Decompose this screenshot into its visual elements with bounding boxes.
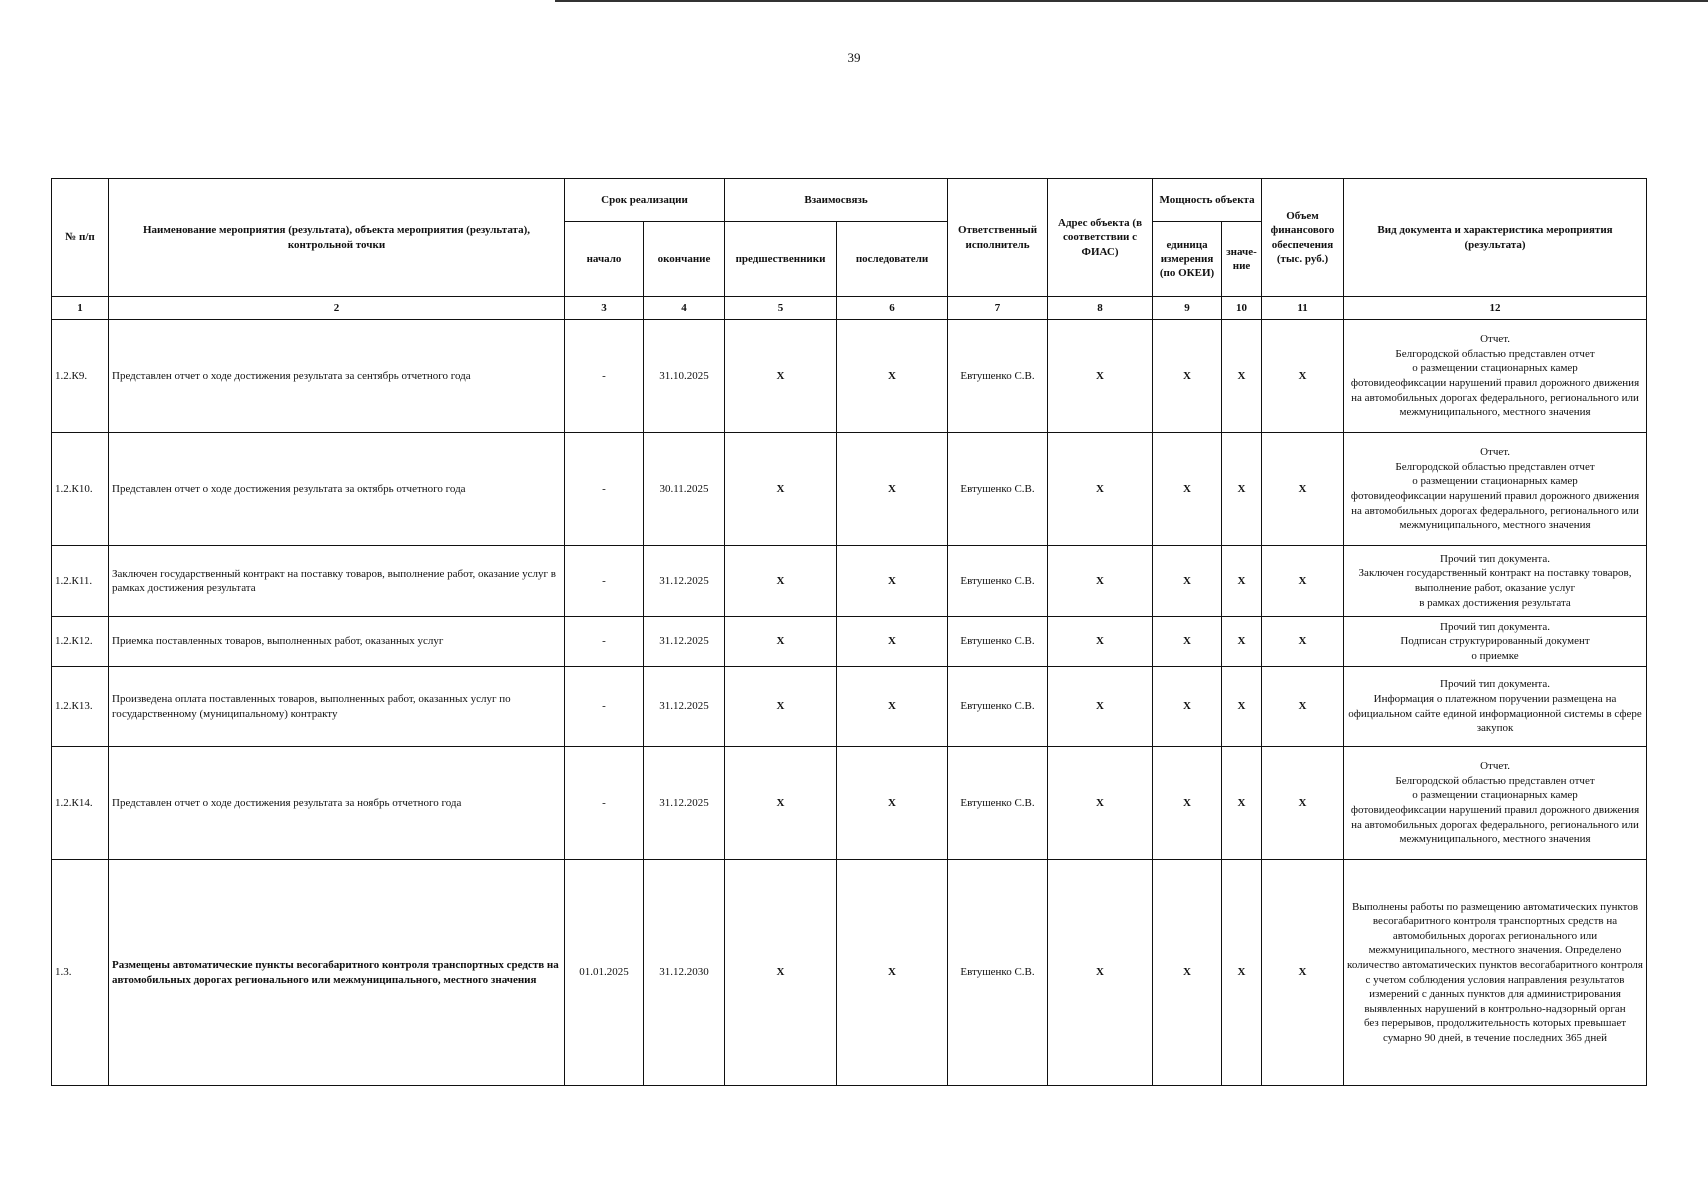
- row-unit: X: [1153, 617, 1222, 667]
- col-number: 5: [725, 297, 837, 320]
- page-number: 39: [847, 50, 861, 65]
- header-value: значе-ние: [1222, 222, 1262, 297]
- header-predecessors: предшественники: [725, 222, 837, 297]
- row-value: X: [1222, 546, 1262, 617]
- header-capacity: Мощность объекта: [1153, 179, 1262, 222]
- row-address: X: [1048, 617, 1153, 667]
- row-succ: X: [837, 320, 948, 433]
- row-address: X: [1048, 546, 1153, 617]
- row-name: Представлен отчет о ходе достижения результата за сентябрь отчетного года: [109, 320, 565, 433]
- row-pred: X: [725, 667, 837, 747]
- row-start: -: [565, 546, 644, 617]
- row-value: X: [1222, 747, 1262, 860]
- row-end: 31.12.2025: [644, 546, 725, 617]
- row-end: 30.11.2025: [644, 433, 725, 546]
- header-name: Наименование мероприятия (результата), объекта мероприятия (результата), контрольной точки: [109, 179, 565, 297]
- row-unit: X: [1153, 860, 1222, 1086]
- col-number: 7: [948, 297, 1048, 320]
- row-address: X: [1048, 860, 1153, 1086]
- row-end: 31.12.2030: [644, 860, 725, 1086]
- row-finance: X: [1262, 860, 1344, 1086]
- row-name: Представлен отчет о ходе достижения результата за октябрь отчетного года: [109, 433, 565, 546]
- row-num: 1.2.К14.: [52, 747, 109, 860]
- col-number: 10: [1222, 297, 1262, 320]
- top-rule: [555, 0, 1708, 2]
- row-name: Заключен государственный контракт на поставку товаров, выполнение работ, оказание услуг в рамках достижения результата: [109, 546, 565, 617]
- row-value: X: [1222, 320, 1262, 433]
- row-end: 31.12.2025: [644, 617, 725, 667]
- row-finance: X: [1262, 617, 1344, 667]
- row-succ: X: [837, 747, 948, 860]
- header-successors: последователи: [837, 222, 948, 297]
- row-value: X: [1222, 617, 1262, 667]
- row-num: 1.2.К10.: [52, 433, 109, 546]
- row-pred: X: [725, 433, 837, 546]
- row-value: X: [1222, 860, 1262, 1086]
- row-num: 1.2.К11.: [52, 546, 109, 617]
- col-number: 1: [52, 297, 109, 320]
- table-row: [52, 433, 1647, 546]
- row-finance: X: [1262, 747, 1344, 860]
- row-unit: X: [1153, 433, 1222, 546]
- row-num: 1.2.К13.: [52, 667, 109, 747]
- row-doc: Прочий тип документа. Подписан структурированный документ о приемке: [1344, 617, 1647, 667]
- col-number: 6: [837, 297, 948, 320]
- table-row: [52, 320, 1647, 433]
- row-doc: Прочий тип документа. Заключен государственный контракт на поставку товаров, выполнение работ, оказание услуг в рамках достижения результата: [1344, 546, 1647, 617]
- header-term-start: начало: [565, 222, 644, 297]
- table-row: [52, 667, 1647, 747]
- header-term: Срок реализации: [565, 179, 725, 222]
- row-resp: Евтушенко С.В.: [948, 546, 1048, 617]
- row-name: Размещены автоматические пункты весогабаритного контроля транспортных средств на автомобильных дорогах регионального или межмуниципального, местного значения: [109, 860, 565, 1086]
- row-start: -: [565, 747, 644, 860]
- row-address: X: [1048, 433, 1153, 546]
- col-number: 2: [109, 297, 565, 320]
- row-end: 31.10.2025: [644, 320, 725, 433]
- row-start: -: [565, 433, 644, 546]
- row-start: -: [565, 320, 644, 433]
- row-unit: X: [1153, 667, 1222, 747]
- table-row: [52, 860, 1647, 1086]
- col-number: 3: [565, 297, 644, 320]
- col-number: 11: [1262, 297, 1344, 320]
- row-pred: X: [725, 617, 837, 667]
- row-resp: Евтушенко С.В.: [948, 747, 1048, 860]
- table-row: [52, 617, 1647, 667]
- table-row: [52, 747, 1647, 860]
- row-resp: Евтушенко С.В.: [948, 433, 1048, 546]
- row-unit: X: [1153, 546, 1222, 617]
- row-start: -: [565, 617, 644, 667]
- header-relation: Взаимосвязь: [725, 179, 948, 222]
- row-num: 1.2.К9.: [52, 320, 109, 433]
- row-succ: X: [837, 433, 948, 546]
- row-doc: Отчет. Белгородской областью представлен отчет о размещении стационарных камер фотовидеофиксации нарушений правил дорожного движения на автомобильных дорогах федерального, регионального или межмуниципального, местного значения: [1344, 433, 1647, 546]
- col-number: 8: [1048, 297, 1153, 320]
- header-responsible: Ответственный исполнитель: [948, 179, 1048, 297]
- row-doc: Прочий тип документа. Информация о платежном поручении размещена на официальном сайте единой информационной системы в сфере закупок: [1344, 667, 1647, 747]
- row-address: X: [1048, 747, 1153, 860]
- row-pred: X: [725, 747, 837, 860]
- header-num: № п/п: [52, 179, 109, 297]
- row-finance: X: [1262, 320, 1344, 433]
- header-term-end: окончание: [644, 222, 725, 297]
- row-unit: X: [1153, 747, 1222, 860]
- row-finance: X: [1262, 667, 1344, 747]
- row-doc: Выполнены работы по размещению автоматических пунктов весогабаритного контроля транспортных средств на автомобильных дорогах регионального или межмуниципального, местного значения. Определено количество автоматических пунктов весогабаритного контроля с учетом соблюдения условия направления результатов измерений с данных пунктов для администрирования выявленных нарушений в контрольно-надзорный орган без перерывов, продолжительность которых превышает сумарно 90 дней, в течение последних 365 дней: [1344, 860, 1647, 1086]
- row-address: X: [1048, 667, 1153, 747]
- row-finance: X: [1262, 546, 1344, 617]
- row-value: X: [1222, 667, 1262, 747]
- row-name: Произведена оплата поставленных товаров, выполненных работ, оказанных услуг по государственному (муниципальному) контракту: [109, 667, 565, 747]
- row-end: 31.12.2025: [644, 747, 725, 860]
- row-pred: X: [725, 320, 837, 433]
- row-succ: X: [837, 860, 948, 1086]
- header-unit: единица измерения (по ОКЕИ): [1153, 222, 1222, 297]
- row-doc: Отчет. Белгородской областью представлен отчет о размещении стационарных камер фотовидеофиксации нарушений правил дорожного движения на автомобильных дорогах федерального, регионального или межмуниципального, местного значения: [1344, 320, 1647, 433]
- row-unit: X: [1153, 320, 1222, 433]
- row-succ: X: [837, 546, 948, 617]
- row-start: -: [565, 667, 644, 747]
- row-pred: X: [725, 546, 837, 617]
- row-resp: Евтушенко С.В.: [948, 860, 1048, 1086]
- row-pred: X: [725, 860, 837, 1086]
- plan-table: [51, 178, 1647, 1086]
- row-doc: Отчет. Белгородской областью представлен отчет о размещении стационарных камер фотовидеофиксации нарушений правил дорожного движения на автомобильных дорогах федерального, регионального или межмуниципального, местного значения: [1344, 747, 1647, 860]
- row-succ: X: [837, 667, 948, 747]
- row-address: X: [1048, 320, 1153, 433]
- row-resp: Евтушенко С.В.: [948, 667, 1048, 747]
- col-number: 12: [1344, 297, 1647, 320]
- row-name: Представлен отчет о ходе достижения результата за ноябрь отчетного года: [109, 747, 565, 860]
- row-num: 1.3.: [52, 860, 109, 1086]
- col-number: 9: [1153, 297, 1222, 320]
- row-value: X: [1222, 433, 1262, 546]
- row-name: Приемка поставленных товаров, выполненных работ, оказанных услуг: [109, 617, 565, 667]
- row-finance: X: [1262, 433, 1344, 546]
- row-resp: Евтушенко С.В.: [948, 320, 1048, 433]
- header-doc: Вид документа и характеристика мероприятия (результата): [1344, 179, 1647, 297]
- row-succ: X: [837, 617, 948, 667]
- table-row: [52, 546, 1647, 617]
- row-end: 31.12.2025: [644, 667, 725, 747]
- row-num: 1.2.К12.: [52, 617, 109, 667]
- row-resp: Евтушенко С.В.: [948, 617, 1048, 667]
- row-start: 01.01.2025: [565, 860, 644, 1086]
- header-address: Адрес объекта (в соответствии с ФИАС): [1048, 179, 1153, 297]
- header-finance: Объем финансового обеспечения (тыс. руб.): [1262, 179, 1344, 297]
- col-number: 4: [644, 297, 725, 320]
